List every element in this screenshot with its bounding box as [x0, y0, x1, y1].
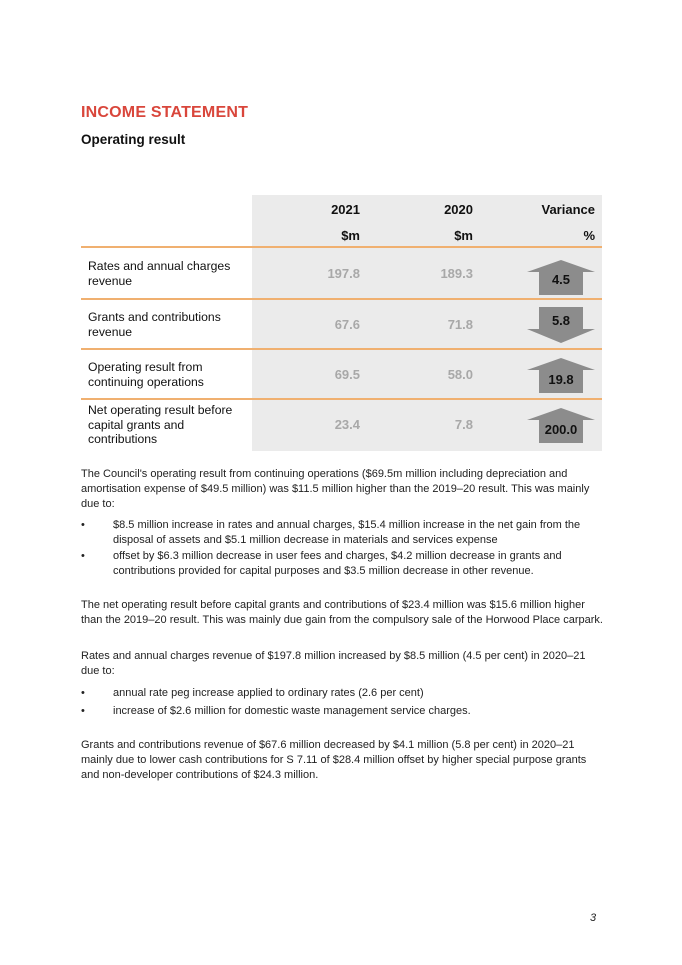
- bullet-icon: •: [81, 550, 85, 562]
- list-item-text: $8.5 million increase in rates and annual charges, $15.4 million increase in the net gain from the disposal of assets and $5.1 million decrease in materials and services expense: [113, 519, 581, 546]
- col-unit-variance: %: [583, 228, 595, 243]
- col-unit-2021: $m: [341, 228, 360, 243]
- list-item-text: increase of $2.6 million for domestic waste management service charges.: [113, 705, 471, 717]
- row-value-2020: 71.8: [447, 317, 473, 332]
- table-rule: [81, 298, 602, 300]
- row-label: Grants and contributions revenue: [88, 310, 221, 339]
- row-value-2021: 69.5: [334, 367, 360, 382]
- row-value-2021: 197.8: [327, 266, 360, 281]
- col-header-variance: Variance: [541, 202, 595, 217]
- variance-down-arrow-icon: [527, 307, 595, 343]
- row-label: Rates and annual charges revenue: [88, 259, 231, 288]
- list-item: [81, 518, 603, 548]
- bullet-icon: •: [81, 519, 85, 531]
- variance-up-arrow-icon: [527, 260, 595, 295]
- paragraph: The net operating result before capital grants and contributions of $23.4 million was $15.6 million higher than the 2019–20 result. This was mainly due gain from the compulsory sale of the Horwood Place carpark.: [81, 599, 603, 626]
- section-subheading: Operating result: [81, 132, 186, 147]
- row-value-2021: 67.6: [334, 317, 360, 332]
- paragraph: Rates and annual charges revenue of $197.8 million increased by $8.5 million (4.5 per cent) in 2020–21 due to:: [81, 650, 586, 677]
- col-header-2021: 2021: [331, 202, 360, 217]
- variance-up-arrow-icon: [527, 358, 595, 393]
- list-item-text: annual rate peg increase applied to ordinary rates (2.6 per cent): [113, 687, 424, 699]
- list-item: [81, 704, 603, 719]
- bullet-icon: •: [81, 705, 85, 717]
- list-item-text: offset by $6.3 million decrease in user fees and charges, $4.2 million decrease in grants and contributions provided for capital purposes and $3.5 million decrease in other revenue.: [113, 550, 562, 577]
- variance-value: 4.5: [551, 272, 571, 287]
- bullet-icon: •: [81, 687, 85, 699]
- variance-value: 5.8: [551, 313, 571, 328]
- row-value-2020: 58.0: [447, 367, 473, 382]
- variance-up-arrow-icon: [527, 408, 595, 443]
- row-value-2020: 189.3: [440, 266, 473, 281]
- paragraph: Grants and contributions revenue of $67.6 million decreased by $4.1 million (5.8 per cent) in 2020–21 mainly due to lower cash contributions for S 7.11 of $28.4 million offset by higher special purpose grants and non-developer contributions of $24.3 million.: [81, 739, 587, 781]
- list-item: [81, 686, 603, 701]
- table-rule: [81, 398, 602, 400]
- paragraph: The Council's operating result from continuing operations ($69.5m million including depreciation and amortisation expense of $49.5 million) was $11.5 million higher than the 2019–20 result. This was mainly due to:: [81, 468, 590, 510]
- row-label: Net operating result before capital grants and contributions: [88, 403, 233, 446]
- variance-value: 19.8: [548, 372, 574, 387]
- row-value-2021: 23.4: [334, 417, 360, 432]
- col-unit-2020: $m: [454, 228, 473, 243]
- col-header-2020: 2020: [444, 202, 473, 217]
- list-item: [81, 549, 603, 579]
- table-rule: [81, 246, 602, 248]
- section-heading: INCOME STATEMENT: [81, 104, 249, 121]
- variance-value: 200.0: [544, 422, 578, 437]
- page-number: 3: [590, 912, 597, 924]
- row-value-2020: 7.8: [454, 417, 473, 432]
- table-rule: [81, 348, 602, 350]
- row-label: Operating result from continuing operations: [88, 360, 204, 389]
